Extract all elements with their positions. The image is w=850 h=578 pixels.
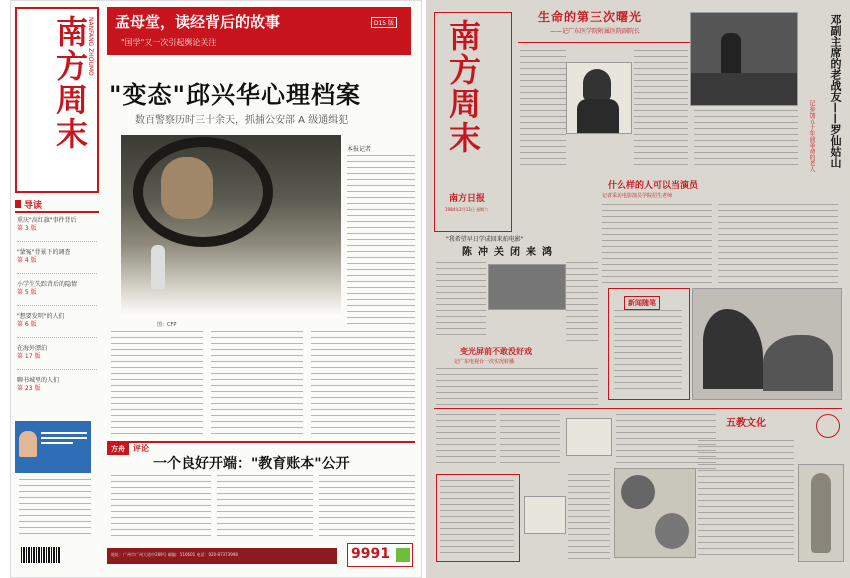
lead-column-4 xyxy=(311,331,415,435)
index-item-text: 重庆"高红旗"事件背后 xyxy=(17,217,77,224)
chen-chong-photo xyxy=(488,264,566,310)
top-story-subtitle: "国学"又一次引起舆论关注 xyxy=(121,38,217,47)
story-column xyxy=(694,110,798,170)
lead-column-3 xyxy=(211,331,303,435)
front-page-1984 xyxy=(426,0,850,578)
index-item-text: "蒙冤"背景下的调查 xyxy=(17,249,71,256)
story-column xyxy=(520,50,566,170)
index-panel xyxy=(15,197,99,415)
red-stamp xyxy=(816,414,840,438)
index-header xyxy=(15,197,99,213)
portrait-photo xyxy=(566,62,632,134)
box-title: 新闻随笔 xyxy=(624,296,660,310)
masthead-title: 南方周末 xyxy=(444,19,482,155)
top-story-title: 孟母堂，读经背后的故事 xyxy=(115,13,281,31)
story-column xyxy=(634,50,688,170)
story-column xyxy=(436,262,486,340)
promo-lines xyxy=(41,429,87,447)
divider xyxy=(434,408,842,409)
small-illustration xyxy=(524,496,566,534)
photo-face xyxy=(161,157,213,219)
headline-chen-chong[interactable]: 陈冲关闭来鸿 xyxy=(462,247,558,258)
lead-column-1 xyxy=(347,155,415,325)
masthead-title: 南方周末 xyxy=(51,15,89,151)
index-item[interactable] xyxy=(17,249,97,265)
headline-chen-chong-sub: "我希望早日学成回来拍电影" xyxy=(446,236,524,243)
masthead-info: 1984年2月11日 星期六 xyxy=(445,207,489,212)
opinion-column-2 xyxy=(217,475,313,541)
story-column xyxy=(568,474,610,560)
story-column xyxy=(566,262,598,342)
top-story-ref: D15 版 xyxy=(371,17,397,28)
opinion-column-1 xyxy=(111,475,211,541)
opinion-tag: 方舟 xyxy=(107,443,129,455)
headline-life-dawn[interactable]: 生命的第三次曙光 xyxy=(538,10,643,24)
index-item-page: 第 3 版 xyxy=(17,225,37,232)
ad-box[interactable] xyxy=(347,543,413,567)
headline-actors-sub: 记者采访电影演员学院招生老师 xyxy=(602,193,673,199)
masthead-pinyin: NANFANG ZHOUMO xyxy=(87,17,94,76)
ad-graphic xyxy=(396,548,410,562)
index-item[interactable] xyxy=(17,313,97,329)
story-column xyxy=(440,480,514,556)
index-marker xyxy=(15,200,21,208)
footer-bar xyxy=(107,548,337,564)
top-story-banner[interactable] xyxy=(107,7,411,55)
footer-text: 地址：广州市广州大道中289号 邮编：510601 电话：020-87373998 xyxy=(111,552,238,557)
masthead-right xyxy=(434,12,512,232)
story-column xyxy=(602,204,712,286)
index-item-page: 第 6 版 xyxy=(17,321,37,328)
story-column xyxy=(436,414,496,464)
story-column xyxy=(500,414,560,464)
lead-column-2 xyxy=(111,331,203,435)
divider xyxy=(17,337,97,338)
photo-figure xyxy=(151,245,165,289)
headline-actors[interactable]: 什么样的人可以当演员 xyxy=(608,181,699,191)
index-item-text: "想要发明"的人们 xyxy=(17,313,65,320)
ad-number: 9991 xyxy=(351,546,390,562)
index-item-page: 第 17 版 xyxy=(17,353,41,360)
index-item[interactable] xyxy=(17,281,97,297)
divider xyxy=(518,42,698,43)
lead-subhead: 数百警察历时三十余天，抓捕公安部 A 级通缉犯 xyxy=(135,115,349,126)
headline-veteran-sub: 记参加五十年前革命的老人 xyxy=(808,100,815,172)
story-column xyxy=(698,440,794,560)
headline-culture[interactable]: 五教文化 xyxy=(726,418,766,429)
landscape-photo xyxy=(690,12,798,106)
promo-box[interactable] xyxy=(15,421,91,473)
index-label: 导读 xyxy=(24,201,43,211)
opinion-headline[interactable]: 一个良好开端："教育账本"公开 xyxy=(153,456,350,472)
cartoon-photos xyxy=(614,468,696,558)
index-item[interactable] xyxy=(17,377,97,393)
story-column xyxy=(436,368,598,408)
ink-painting xyxy=(692,288,842,400)
lead-photo xyxy=(121,135,341,317)
small-illustration xyxy=(566,418,612,456)
lead-byline: 本报记者 xyxy=(347,146,372,153)
masthead-left xyxy=(15,7,99,193)
opinion-label: 评论 xyxy=(133,444,149,453)
headline-life-dawn-sub: ——记广东医学院附属医院副院长 xyxy=(550,28,641,35)
opinion-column-3 xyxy=(319,475,415,539)
figure-illustration xyxy=(798,464,844,562)
promo-portrait xyxy=(19,431,37,457)
imprint-text xyxy=(19,479,91,539)
index-item-text: 小学生失踪背后的隐情 xyxy=(17,281,78,288)
index-item-page: 第 4 版 xyxy=(17,257,37,264)
front-page-2000s xyxy=(10,0,422,578)
story-column xyxy=(718,204,838,286)
barcode xyxy=(21,547,61,563)
story-column xyxy=(614,310,682,394)
index-item-page: 第 23 版 xyxy=(17,385,41,392)
index-item-text: 在海外漂泊 xyxy=(17,345,48,352)
headline-tv[interactable]: 变光屏前不敢没好戏 xyxy=(460,347,532,356)
index-item-text: 聊书城里的人们 xyxy=(17,377,60,384)
photo-caption: 图：CFP xyxy=(157,322,177,328)
index-item-page: 第 5 版 xyxy=(17,289,37,296)
index-item[interactable] xyxy=(17,345,97,361)
headline-veteran[interactable]: 邓副主席的老战友——罗仙姑山 xyxy=(829,14,842,168)
headline-tv-sub: 记广东电视台一次实况转播 xyxy=(454,359,515,365)
divider xyxy=(17,305,97,306)
divider xyxy=(17,273,97,274)
lead-headline[interactable]: "变态"邱兴华心理档案 xyxy=(109,81,362,109)
divider xyxy=(17,369,97,370)
index-item[interactable] xyxy=(17,217,97,233)
divider xyxy=(17,241,97,242)
masthead-publisher: 南方日报 xyxy=(449,194,486,204)
